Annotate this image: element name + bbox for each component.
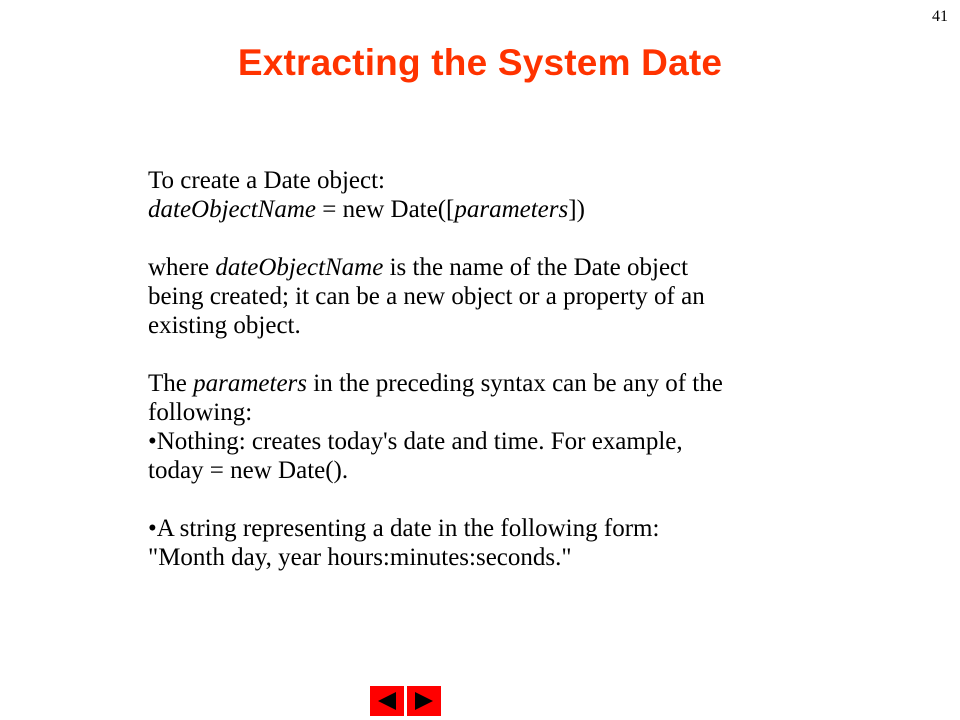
arrow-right-icon	[413, 691, 435, 711]
bullet-2-line-1: •A string representing a date in the following form:	[148, 515, 660, 542]
slide-title: Extracting the System Date	[237, 42, 723, 83]
intro-line: To create a Date object:	[148, 167, 385, 194]
syntax-mid: = new Date([	[316, 196, 455, 223]
spacer	[148, 485, 908, 514]
bullet-1-line-2: today = new Date().	[148, 457, 349, 484]
slide-body	[148, 166, 908, 572]
syntax-var: dateObjectName	[148, 196, 317, 223]
where-pre: where	[148, 254, 216, 281]
where-line-3: existing object.	[148, 312, 301, 339]
params-var: parameters	[193, 370, 308, 397]
next-slide-button[interactable]	[407, 686, 441, 716]
where-line-2: being created; it can be a new object or a property of an	[148, 283, 705, 310]
where-line-1	[148, 253, 908, 282]
spacer	[148, 340, 908, 369]
where-var: dateObjectName	[215, 254, 384, 281]
params-line-2: following:	[148, 399, 253, 426]
page-number: 41	[932, 8, 948, 25]
bullet-2-line-2: "Month day, year hours:minutes:seconds."	[148, 544, 572, 571]
syntax-line	[148, 195, 908, 224]
syntax-param: parameters	[454, 196, 569, 223]
params-post: in the preceding syntax can be any of the	[307, 370, 723, 397]
spacer	[148, 224, 908, 253]
params-line-1	[148, 369, 908, 398]
arrow-left-icon	[376, 691, 398, 711]
bullet-1-line-1: •Nothing: creates today's date and time. For example,	[148, 428, 683, 455]
params-pre: The	[148, 370, 194, 397]
where-post: is the name of the Date object	[383, 254, 689, 281]
previous-slide-button[interactable]	[370, 686, 404, 716]
slide-navigation	[370, 686, 441, 716]
syntax-end: ])	[568, 196, 585, 223]
